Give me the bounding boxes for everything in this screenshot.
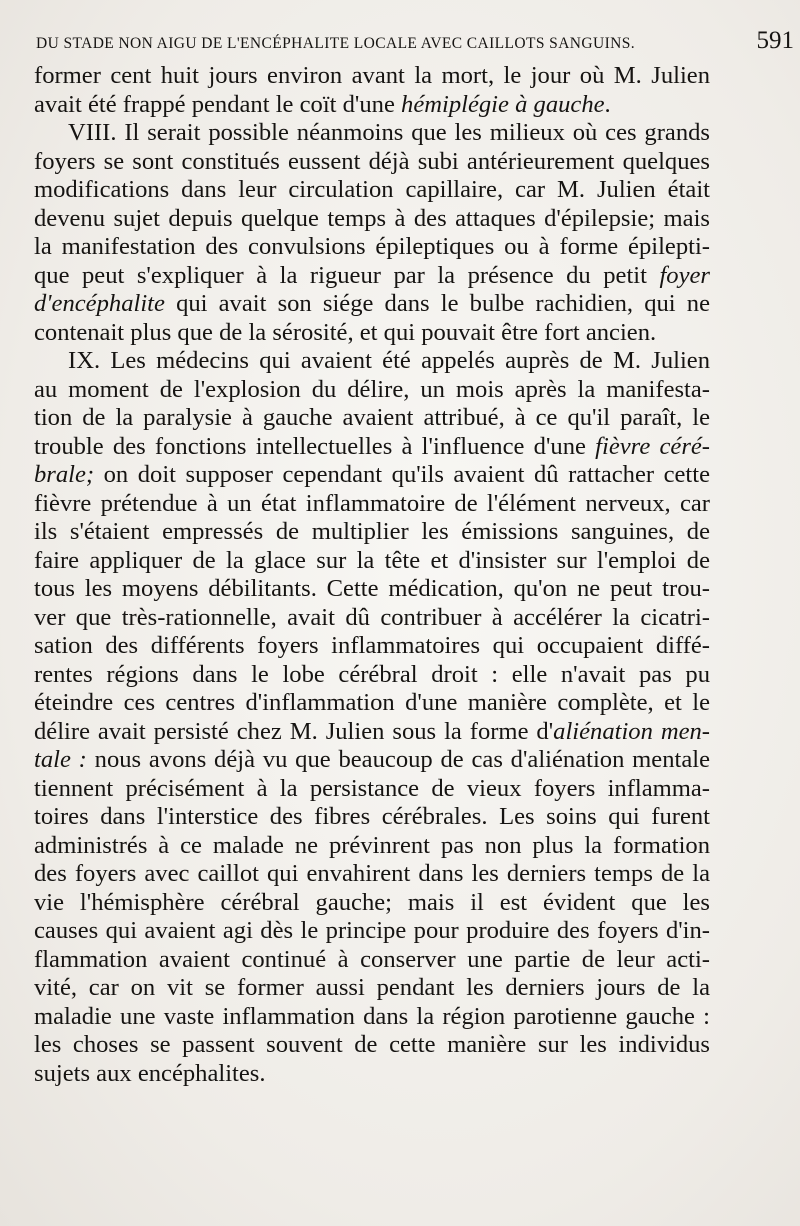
text-segment: sation des différents foyers inflammatoires qui occupaient diffé- — [34, 632, 710, 659]
text-segment: IX. Les médecins qui avaient été appelés auprès de M. Julien — [68, 347, 710, 374]
text-line — [34, 974, 710, 1003]
text-line — [34, 803, 710, 832]
text-line — [34, 62, 710, 91]
text-line — [34, 119, 710, 148]
italic-segment: foyer — [659, 261, 710, 289]
text-segment: sujets aux encéphalites. — [34, 1059, 266, 1087]
text-segment: qui avait son siége dans le bulbe rachidien, qui ne — [164, 290, 710, 317]
text-segment: délire avait persisté chez M. Julien sous la forme d' — [34, 717, 554, 745]
text-line — [34, 946, 710, 975]
italic-segment: d'encéphalite — [34, 290, 165, 317]
text-line — [34, 262, 710, 291]
italic-segment: hémiplégie à gauche — [401, 90, 605, 118]
text-line — [34, 233, 710, 262]
text-line — [34, 860, 710, 889]
text-segment: maladie une vaste inflammation dans la région parotienne gauche : — [34, 1002, 710, 1030]
text-segment: que peut s'expliquer à la rigueur par la présence du petit — [34, 261, 660, 289]
text-line — [34, 176, 710, 205]
text-segment: contenait plus que de la sérosité, et qui pouvait être fort ancien. — [34, 318, 657, 346]
italic-segment: fièvre céré- — [595, 432, 710, 460]
text-segment: trouble des fonctions intellectuelles à l'influence d'une — [34, 432, 596, 460]
text-segment: avait été frappé pendant le coït d'une — [34, 90, 402, 118]
body-text — [34, 62, 710, 1088]
text-segment: fièvre prétendue à un état inflammatoire de l'élément nerveux, car — [34, 489, 710, 517]
text-segment: ver que très-rationnelle, avait dû contribuer à accélérer la cicatri- — [34, 603, 710, 631]
text-segment: les choses se passent souvent de cette manière sur les individus — [34, 1031, 710, 1058]
text-line — [34, 347, 710, 376]
page-number: 591 — [756, 27, 794, 54]
text-line — [34, 575, 710, 604]
text-segment: toires dans l'interstice des fibres cérébrales. Les soins qui furent — [34, 803, 710, 830]
text-segment: causes qui avaient agi dès le principe pour produire des foyers d'in- — [34, 917, 710, 944]
text-segment: la manifestation des convulsions épileptiques ou à forme épilepti- — [34, 233, 710, 260]
text-line — [34, 832, 710, 861]
text-segment: éteindre ces centres d'inflammation d'une manière complète, et le — [34, 689, 710, 716]
text-segment: on doit supposer cependant qu'ils avaient dû rattacher cette — [94, 461, 710, 488]
text-segment: former cent huit jours environ avant la mort, le jour où M. Julien — [34, 62, 710, 89]
text-segment: nous avons déjà vu que beaucoup de cas d'aliénation mentale — [86, 746, 710, 773]
text-line — [34, 1031, 710, 1060]
text-line — [34, 917, 710, 946]
text-segment: vité, car on vit se former aussi pendant les derniers jours de la — [34, 974, 710, 1001]
text-line — [34, 889, 710, 918]
text-segment: administrés à ce malade ne prévinrent pas non plus la formation — [34, 831, 710, 859]
text-line — [34, 661, 710, 690]
text-line — [34, 376, 710, 405]
text-segment: tion de la paralysie à gauche avaient attribué, à ce qu'il paraît, le — [34, 404, 710, 431]
text-segment: vie l'hémisphère cérébral gauche; mais il est évident que les — [34, 888, 710, 916]
text-segment: flammation avaient continué à conserver une partie de leur acti- — [34, 945, 710, 973]
text-segment: devenu sujet depuis quelque temps à des attaques d'épilepsie; mais — [34, 204, 710, 232]
text-line — [34, 775, 710, 804]
text-segment: tiennent précisément à la persistance de vieux foyers inflamma- — [34, 774, 710, 802]
text-segment: . — [604, 90, 611, 118]
text-line — [34, 290, 710, 319]
text-segment: tous les moyens débilitants. Cette médication, qu'on ne peut trou- — [34, 575, 710, 602]
italic-segment: tale : — [34, 746, 87, 773]
text-line — [34, 547, 710, 576]
text-line — [34, 604, 710, 633]
italic-segment: brale; — [34, 461, 95, 488]
text-line — [34, 319, 710, 348]
text-line — [34, 689, 710, 718]
italic-segment: aliénation men- — [553, 717, 710, 745]
text-line — [34, 1003, 710, 1032]
text-segment: modifications dans leur circulation capillaire, car M. Julien était — [34, 176, 710, 203]
text-line — [34, 205, 710, 234]
text-segment: faire appliquer de la glace sur la tête et d'insister sur l'emploi de — [34, 546, 710, 574]
text-line — [34, 433, 710, 462]
text-line — [34, 718, 710, 747]
running-header — [36, 28, 794, 60]
text-line — [34, 490, 710, 519]
text-segment: rentes régions dans le lobe cérébral droit : elle n'avait pas pu — [34, 660, 710, 688]
text-line — [34, 461, 710, 490]
text-line — [34, 404, 710, 433]
text-line — [34, 632, 710, 661]
text-segment: foyers se sont constitués eussent déjà subi antérieurement quelques — [34, 147, 710, 175]
text-line — [34, 746, 710, 775]
running-title: DU STADE NON AIGU DE L'ENCÉPHALITE LOCALE AVEC CAILLOTS SANGUINS. — [36, 35, 636, 52]
text-segment: au moment de l'explosion du délire, un mois après la manifesta- — [34, 375, 710, 403]
text-line — [34, 518, 710, 547]
text-segment: ils s'étaient empressés de multiplier les émissions sanguines, de — [34, 518, 710, 545]
text-line — [34, 148, 710, 177]
text-line — [34, 1060, 710, 1089]
text-segment: VIII. Il serait possible néanmoins que les milieux où ces grands — [68, 119, 710, 146]
text-line — [34, 91, 710, 120]
text-segment: des foyers avec caillot qui envahirent dans les derniers temps de la — [34, 860, 710, 887]
